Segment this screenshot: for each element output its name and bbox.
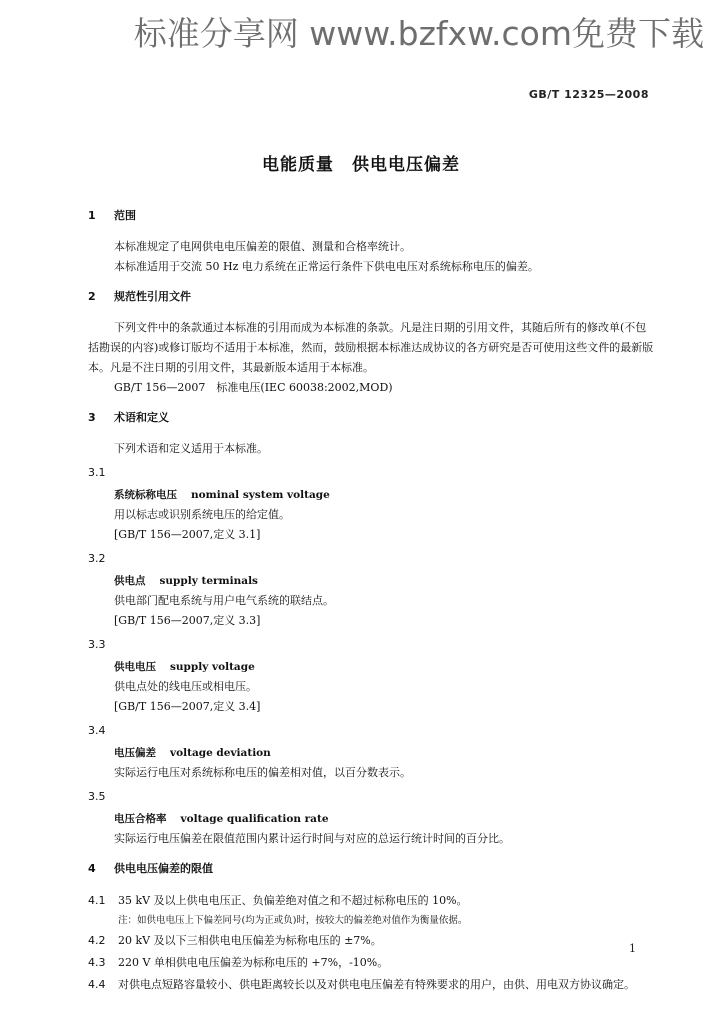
- paragraph: 下列术语和定义适用于本标准。: [114, 442, 268, 455]
- section-number: 3: [88, 411, 96, 424]
- term-name: [88, 809, 654, 829]
- term-source: [GB/T 156—2007,定义 3.3]: [114, 614, 261, 627]
- paragraph: 本标准规定了电网供电电压偏差的限值、测量和合格率统计。: [114, 240, 411, 253]
- clause-number: 4.2: [88, 934, 106, 947]
- term-source: [GB/T 156—2007,定义 3.1]: [114, 528, 261, 541]
- term-name: [88, 657, 654, 677]
- term-definition: 供电点处的线电压或相电压。: [114, 680, 257, 693]
- term-name-en: voltage qualification rate: [180, 813, 329, 825]
- note: 注：如供电电压上下偏差同号(均为正或负)时，按较大的偏差绝对值作为衡量依据。: [118, 915, 468, 926]
- term-definition: 实际运行电压对系统标称电压的偏差相对值，以百分数表示。: [114, 766, 411, 779]
- paragraph: 下列文件中的条款通过本标准的引用而成为本标准的条款。凡是注日期的引用文件，其随后所有的修改单(不包括勘误的内容)或修订版均不适用于本标准，然而，鼓励根据本标准达成协议的各方研究是否可使用这些文件的最新版本。凡是不注日期的引用文件，其最新版本适用于本标准。: [88, 321, 654, 374]
- clause: [88, 930, 654, 952]
- section-title: 规范性引用文件: [114, 290, 191, 303]
- term-entry: [88, 723, 654, 783]
- clause: [88, 974, 654, 996]
- reference-entry: GB/T 156—2007 标准电压(IEC 60038:2002,MOD): [114, 381, 393, 394]
- section-heading: [88, 410, 654, 426]
- section-number: 2: [88, 290, 96, 303]
- clause-number: 4.4: [88, 978, 106, 991]
- term-source: [GB/T 156—2007,定义 3.4]: [114, 700, 261, 713]
- term-name-en: nominal system voltage: [191, 489, 330, 501]
- section-title: 术语和定义: [114, 411, 169, 424]
- term-entry: [88, 551, 654, 631]
- term-name: [88, 743, 654, 763]
- section-title: 供电电压偏差的限值: [114, 862, 213, 875]
- clause-text: 20 kV 及以下三相供电电压偏差为标称电压的 ±7%。: [118, 934, 382, 947]
- section-scope: [88, 208, 654, 277]
- document-title: 电能质量 供电电压偏差: [262, 155, 460, 175]
- watermark-banner: 标准分享网 www.bzfxw.com免费下载: [133, 14, 704, 53]
- section-number: 4: [88, 862, 96, 875]
- term-name-zh: 系统标称电压: [114, 489, 177, 501]
- term-name-en: supply terminals: [159, 575, 258, 587]
- paragraph: 本标准适用于交流 50 Hz 电力系统在正常运行条件下供电电压对系统标称电压的偏差。: [114, 260, 539, 273]
- clause: [88, 890, 654, 912]
- document-body: [88, 208, 654, 1008]
- clause-number: 4.1: [88, 894, 106, 907]
- term-name-zh: 电压偏差: [114, 747, 156, 759]
- clause-number: 4.3: [88, 956, 106, 969]
- section-title: 范围: [114, 209, 136, 222]
- term-definition: 实际运行电压偏差在限值范围内累计运行时间与对应的总运行统计时间的百分比。: [114, 832, 510, 845]
- section-heading: [88, 208, 654, 224]
- clause-text: 对供电点短路容量较小、供电距离较长以及对供电电压偏差有特殊要求的用户，由供、用电双方协议确定。: [118, 978, 635, 991]
- term-name-zh: 供电电压: [114, 661, 156, 673]
- section-heading: [88, 289, 654, 305]
- clause-text: 35 kV 及以上供电电压正、负偏差绝对值之和不超过标称电压的 10%。: [118, 894, 468, 907]
- term-number: 3.2: [88, 552, 106, 565]
- clause: [88, 952, 654, 974]
- section-normative-references: [88, 289, 654, 398]
- term-name: [88, 485, 654, 505]
- term-number: 3.5: [88, 790, 106, 803]
- term-name-zh: 供电点: [114, 575, 146, 587]
- term-number: 3.4: [88, 724, 106, 737]
- standard-number: GB/T 12325—2008: [528, 88, 649, 101]
- clause-text: 220 V 单相供电电压偏差为标称电压的 +7%，-10%。: [118, 956, 389, 969]
- term-number: 3.1: [88, 466, 106, 479]
- term-name-en: voltage deviation: [170, 747, 271, 759]
- section-number: 1: [88, 209, 96, 222]
- term-name-zh: 电压合格率: [114, 813, 167, 825]
- term-number: 3.3: [88, 638, 106, 651]
- term-entry: [88, 465, 654, 545]
- page-number: 1: [629, 942, 636, 955]
- term-entry: [88, 637, 654, 717]
- term-entry: [88, 789, 654, 849]
- term-name: [88, 571, 654, 591]
- section-heading: [88, 861, 654, 877]
- term-definition: 用以标志或识别系统电压的给定值。: [114, 508, 290, 521]
- section-terms-definitions: [88, 410, 654, 849]
- section-voltage-deviation-limits: [88, 861, 654, 996]
- term-definition: 供电部门配电系统与用户电气系统的联结点。: [114, 594, 334, 607]
- term-name-en: supply voltage: [170, 661, 255, 673]
